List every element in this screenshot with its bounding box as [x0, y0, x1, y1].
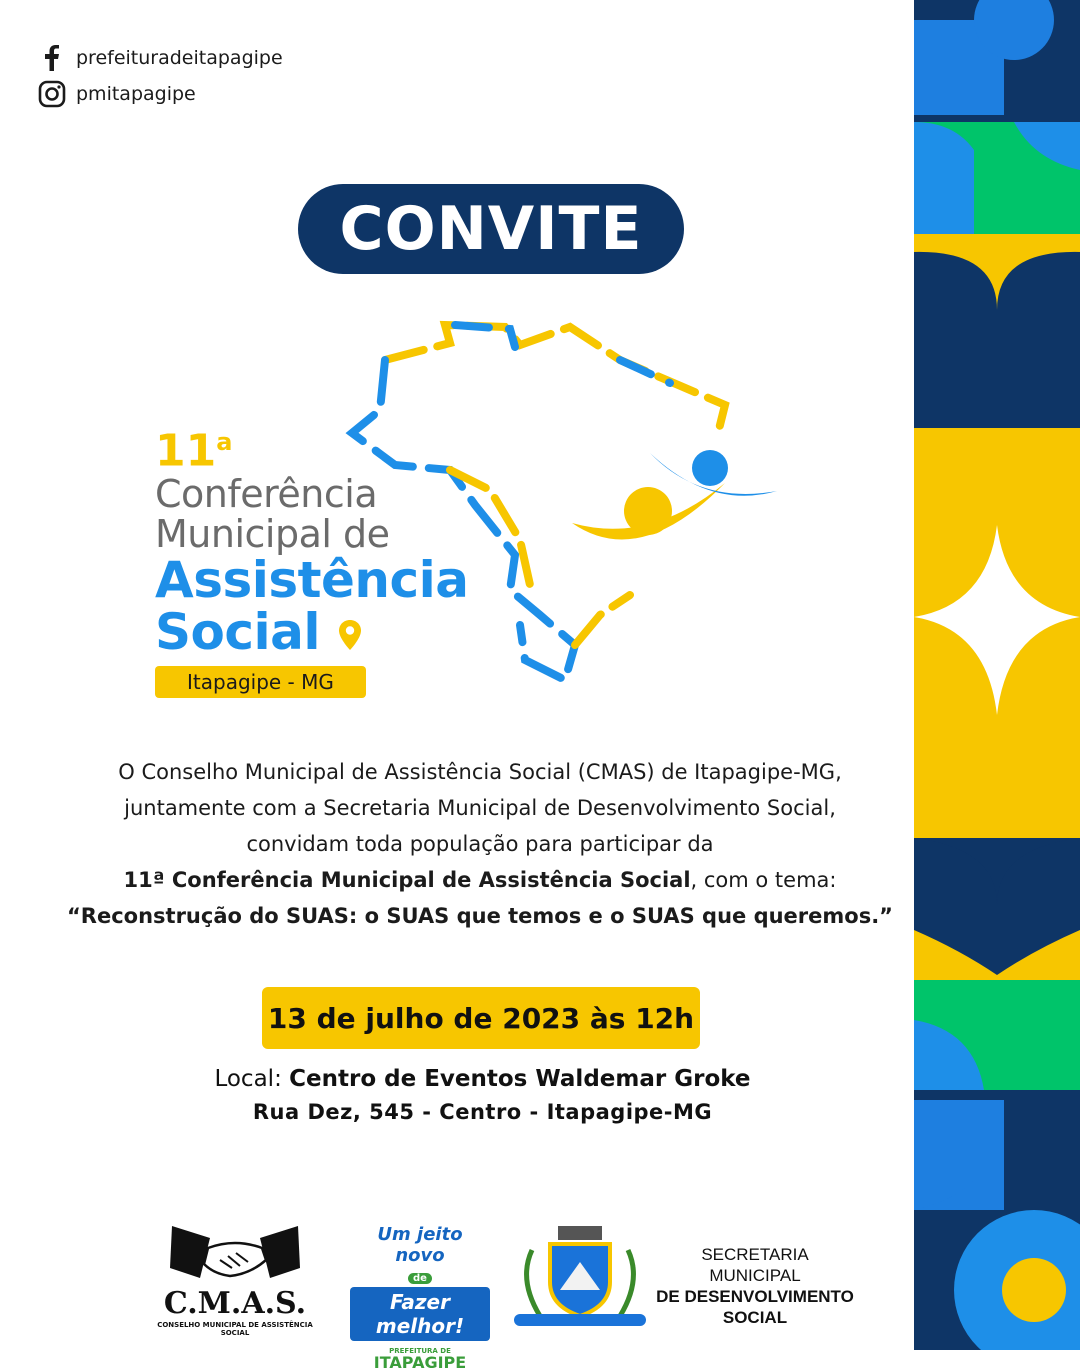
event-date: 13 de julho de 2023 às 12h: [267, 1001, 695, 1035]
prefeitura-slogan-logo: Um jeito novo de Fazer melhor! PREFEITURA DE ITAPAGIPE: [350, 1224, 490, 1372]
secretaria-logo: SECRETARIA MUNICIPAL DE DESENVOLVIMENTO SOCIAL: [656, 1245, 854, 1327]
instagram-icon: [38, 80, 66, 108]
instagram-handle[interactable]: [38, 80, 196, 108]
event-address: Rua Dez, 545 - Centro - Itapagipe-MG: [252, 1100, 713, 1124]
instagram-handle-text: pmitapagipe: [76, 83, 196, 105]
event-venue: Local: Centro de Eventos Waldemar Groke: [214, 1066, 751, 1092]
location-pin-icon: [337, 618, 363, 652]
cmas-title: C.M.A.S.: [163, 1286, 307, 1321]
logo-line-assistencia: Assistência: [155, 550, 469, 609]
facebook-handle-text: prefeituradeitapagipe: [76, 47, 283, 69]
place-tag: Itapagipe - MG: [155, 666, 366, 698]
cmas-logo: [150, 1220, 320, 1337]
handshake-icon: [170, 1220, 300, 1288]
logo-line-conferencia: Conferência: [155, 471, 378, 516]
page-title: CONVITE: [339, 194, 643, 264]
logo-line-municipal: Municipal de: [155, 511, 390, 556]
event-date-badge: [262, 987, 700, 1049]
city-coat-of-arms-icon: [510, 1220, 650, 1330]
logo-line-social: Social: [155, 606, 469, 658]
cmas-subtitle: CONSELHO MUNICIPAL DE ASSISTÊNCIA SOCIAL: [157, 1321, 313, 1337]
sponsor-logos: [150, 1220, 854, 1372]
conference-logo: [155, 420, 469, 698]
invitation-text: O Conselho Municipal de Assistência Social (CMAS) de Itapagipe-MG, juntamente com a Secretaria Municipal de Desenvolvimento Social, convidam toda população para participar da 11ª Conferência Municipal de Assistência Social, com o tema: “Reconstrução do SUAS: o SUAS que temos e o SUAS que queremos.”: [67, 760, 893, 928]
facebook-icon: [38, 44, 66, 72]
conference-ordinal: 11$^a$: [155, 425, 233, 477]
convite-banner: [298, 184, 684, 274]
decorative-side-pattern: [914, 0, 1080, 1350]
facebook-handle[interactable]: [38, 44, 283, 72]
